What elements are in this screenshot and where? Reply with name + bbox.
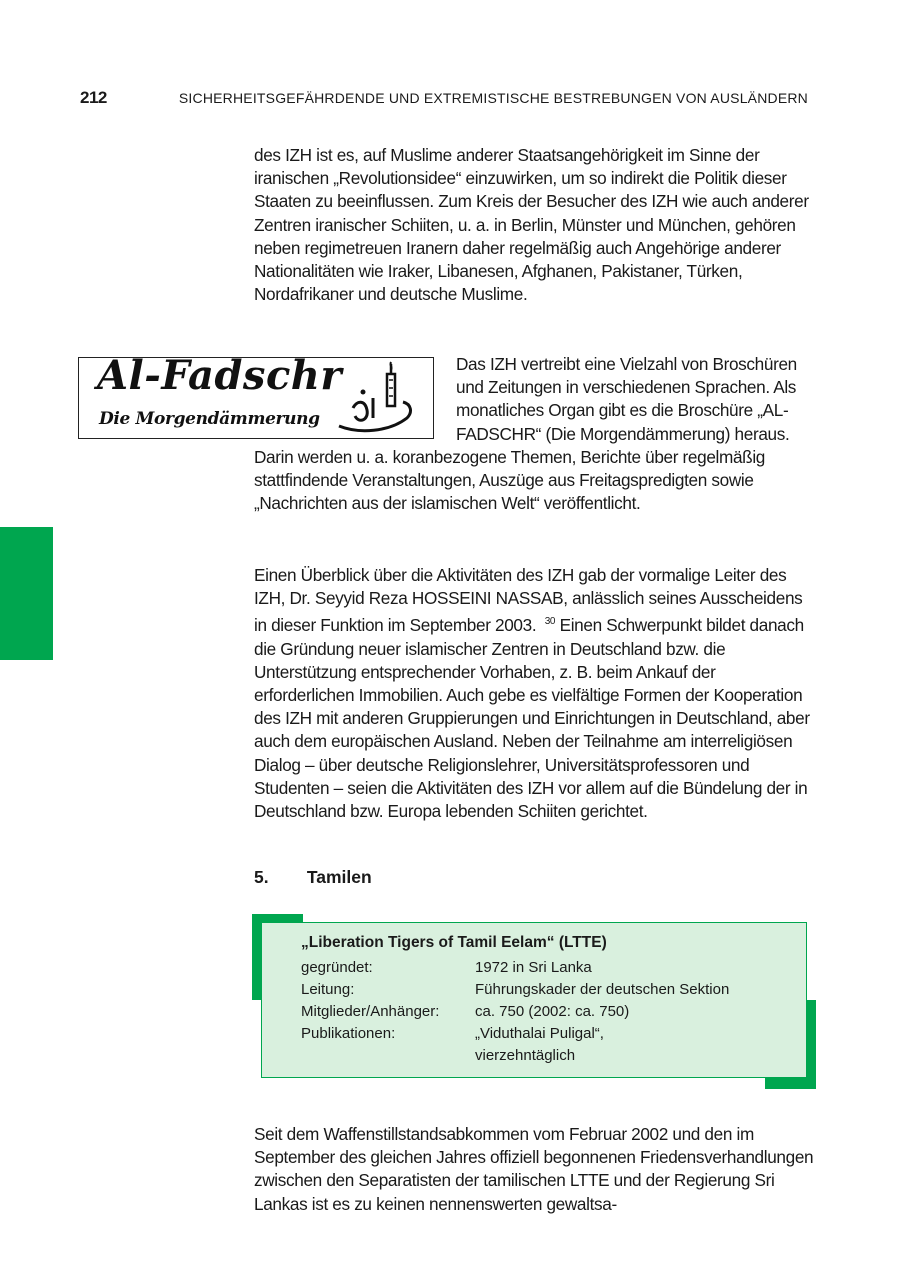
- section-heading: [254, 867, 372, 888]
- infobox-value: „Viduthalai Puligal“,: [475, 1025, 604, 1042]
- infobox-key: [301, 1045, 475, 1067]
- calligraphy-minaret-icon: [329, 360, 419, 438]
- infobox-value: vierzehntäglich: [475, 1047, 576, 1064]
- infobox-key: Publikationen:: [301, 1025, 396, 1042]
- infobox-key: Mitglieder/Anhänger:: [301, 1003, 440, 1020]
- infobox-value: Führungskader der deutschen Sektion: [475, 981, 730, 998]
- paragraph-izh-overview-part1: Einen Überblick über die Aktivitäten des IZH gab der vormalige Leiter des IZH, Dr. Seyyid Reza HOSSEINI NASSAB, anlässlich seines Ausscheidens in dieser Funktion im September 2003.: [254, 565, 803, 636]
- paragraph-izh-goals: des IZH ist es, auf Muslime anderer Staatsangehörigkeit im Sinne der iranischen „Revolutionsidee“ einzuwirken, um so indirekt die Politik dieser Staaten zu beeinflussen. Zum Kreis der Besucher des IZH wie auch anderer Zentren iranischer Schiiten, u. a. in Berlin, Münster und München, gehören neben regimetreuen Iranern daher regelmäßig auch Angehörige anderer Nationalitäten wie Iraker, Libanesen, Afghanen, Pakistaner, Türken, Nordafrikaner und deutsche Muslime.: [254, 145, 809, 305]
- section-number: 5.: [254, 867, 269, 887]
- running-head: SICHERHEITSGEFÄHRDENDE UND EXTREMISTISCHE BESTREBUNGEN VON AUSLÄNDERN: [178, 90, 808, 106]
- infobox-row: [301, 979, 795, 1001]
- ltte-infobox: [261, 922, 807, 1078]
- paragraph-izh-publications: [97, 352, 814, 515]
- infobox-rows: [301, 957, 795, 1067]
- chapter-side-tab: [0, 527, 53, 660]
- paragraph-izh-publications-text: Das IZH vertreibt eine Vielzahl von Broschüren und Zeitungen in verschiedenen Sprachen. Als monatliches Organ gibt es die Broschüre „AL-FADSCHR“ (Die Morgendämmerung) heraus. Darin werden u. a. koranbezogene Themen, Berichte über regelmäßig stattfindende Veranstaltungen, Auszüge aus Freitagspredigten sowie „Nachrichten aus der islamischen Welt“ veröffentlicht.: [254, 354, 797, 514]
- section-title: Tamilen: [306, 867, 372, 887]
- infobox-row: [301, 957, 795, 979]
- page-number: 212: [80, 88, 107, 107]
- footnote-ref: 30: [544, 616, 556, 628]
- infobox-key: gegründet:: [301, 959, 373, 976]
- paragraph-izh-overview: [254, 564, 814, 823]
- infobox-key: Leitung:: [301, 981, 355, 998]
- paragraph-izh-overview-part2: Einen Schwerpunkt bildet danach die Gründung neuer islamischer Zentren in Deutschland bzw. die Unterstützung entsprechender Vorhaben, z. B. beim Ankauf der erforderlichen Immobilien. Auch gebe es vielfältige Formen der Kooperation des IZH mit anderen Gruppierungen und Einrichtungen in Deutschland, aber auch dem europäischen Ausland. Neben der Teilnahme am interreligiösen Dialog – über deutsche Religionslehrer, Universitätsprofessoren und Studenten – seien die Aktivitäten des IZH vor allem auf die Bündelung der in Deutschland bzw. Europa lebenden Schiiten gerichtet.: [254, 615, 810, 822]
- logo-subtitle: Die Morgendämmerung: [99, 409, 320, 429]
- infobox-value: ca. 750 (2002: ca. 750): [475, 1003, 630, 1020]
- logo-title: Al-Fadschr: [97, 352, 342, 399]
- paragraph-tamil-ceasefire: Seit dem Waffenstillstandsabkommen vom Februar 2002 und den im September des gleichen Jahres offiziell begonnenen Friedensverhandlungen zwischen den Separatisten der tamilischen LTTE und der Regierung Sri Lankas ist es zu keinen nennenswerten gewaltsa-: [254, 1124, 814, 1214]
- infobox-value: 1972 in Sri Lanka: [475, 959, 592, 976]
- infobox-row: [301, 1001, 795, 1023]
- infobox-title: „Liberation Tigers of Tamil Eelam“ (LTTE): [301, 934, 607, 951]
- infobox-row: [301, 1045, 795, 1067]
- al-fadschr-logo: [78, 352, 434, 439]
- infobox-row: [301, 1023, 795, 1045]
